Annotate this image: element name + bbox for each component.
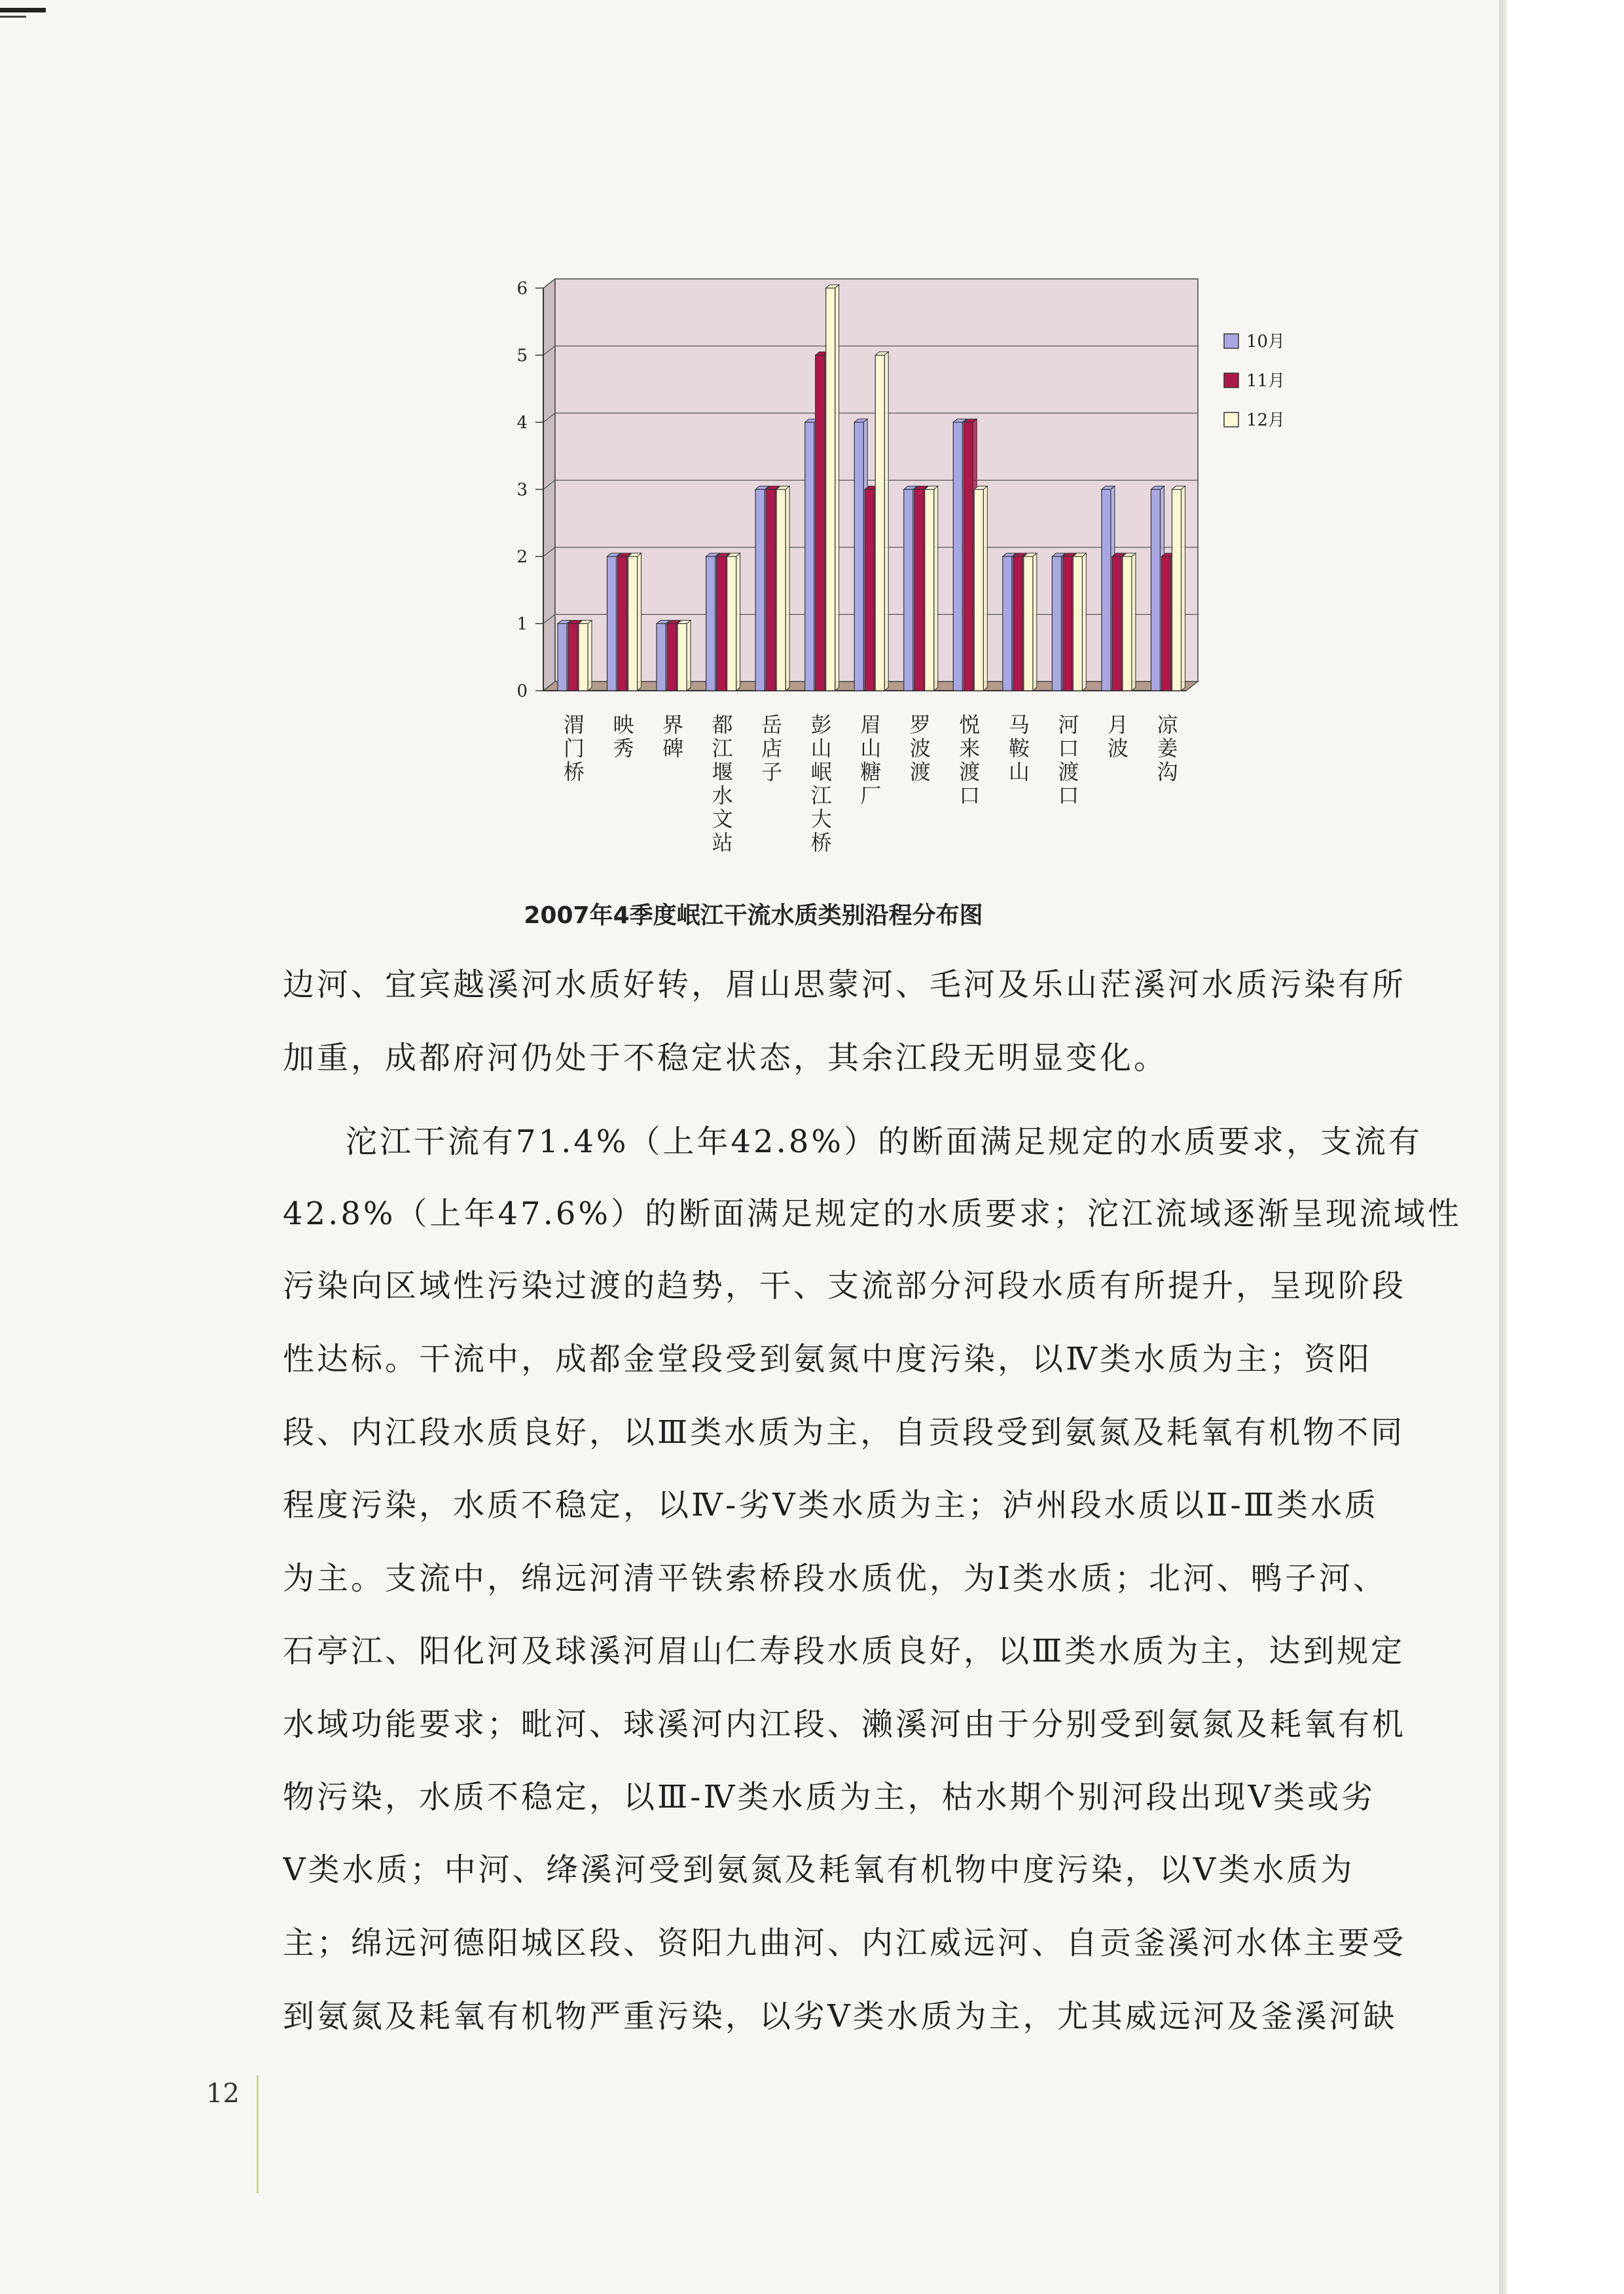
x-category-label: 河口渡口: [1055, 714, 1080, 808]
x-category-label: 罗波渡: [906, 714, 931, 784]
y-tick-label: 1: [516, 614, 528, 634]
body-line: 段、内江段水质良好，以Ⅲ类水质为主，自贡段受到氨氮及耗氧有机物不同: [283, 1414, 1405, 1451]
y-tick-label: 0: [516, 682, 528, 701]
x-category-label: 岳店子: [758, 714, 784, 784]
y-tick-label: 4: [516, 413, 528, 433]
body-line: 程度污染，水质不稳定，以Ⅳ-劣Ⅴ类水质为主；泸州段水质以Ⅱ-Ⅲ类水质: [283, 1487, 1379, 1523]
legend-label: 11月: [1246, 371, 1286, 391]
x-category-label: 月波: [1104, 714, 1129, 761]
body-line: 边河、宜宾越溪河水质好转，眉山思蒙河、毛河及乐山茫溪河水质污染有所: [283, 966, 1407, 1003]
legend-label: 12月: [1246, 410, 1286, 430]
y-tick-label: 6: [516, 279, 528, 299]
x-category-label: 马鞍山: [1005, 714, 1030, 784]
x-category-label: 彭山岷江大桥: [807, 714, 833, 855]
page-number: 12: [206, 2079, 240, 2109]
body-line: Ⅴ类水质；中河、绛溪河受到氨氮及耗氧有机物中度污染，以Ⅴ类水质为: [283, 1851, 1355, 1888]
margin-rule: [257, 2075, 259, 2193]
x-category-label: 都江堰水文站: [708, 714, 734, 855]
body-line: 42.8%（上年47.6%）的断面满足规定的水质要求；沱江流域逐渐呈现流域性: [283, 1195, 1462, 1232]
body-line: 石亭江、阳化河及球溪河眉山仁寿段水质良好，以Ⅲ类水质为主，达到规定: [283, 1633, 1405, 1669]
body-line: 沱江干流有71.4%（上年42.8%）的断面满足规定的水质要求，支流有: [346, 1123, 1422, 1160]
y-tick-label: 5: [516, 346, 528, 366]
y-tick-label: 3: [516, 480, 528, 500]
legend-label: 10月: [1246, 332, 1286, 352]
body-line: 性达标。干流中，成都金堂段受到氨氮中度污染，以Ⅳ类水质为主；资阳: [283, 1341, 1372, 1377]
body-line: 到氨氮及耗氧有机物严重污染，以劣Ⅴ类水质为主，尤其威远河及釜溪河缺: [283, 1998, 1398, 2035]
body-line: 污染向区域性污染过渡的趋势，干、支流部分河段水质有所提升，呈现阶段: [283, 1267, 1407, 1304]
x-category-label: 渭门桥: [560, 714, 585, 784]
y-tick-label: 2: [516, 547, 528, 567]
x-category-label: 眉山糖厂: [857, 714, 882, 808]
x-category-label: 映秀: [609, 714, 635, 761]
body-line: 为主。支流中，绵远河清平铁索桥段水质优，为Ⅰ类水质；北河、鸭子河、: [283, 1560, 1387, 1597]
body-line: 物污染，水质不稳定，以Ⅲ-Ⅳ类水质为主，枯水期个别河段出现Ⅴ类或劣: [283, 1779, 1376, 1815]
body-line: 水域功能要求；毗河、球溪河内江段、濑溪河由于分别受到氨氮及耗氧有机: [283, 1706, 1407, 1743]
chart-caption: 2007年4季度岷江干流水质类别沿程分布图: [524, 902, 983, 929]
x-category-label: 悦来渡口: [956, 714, 981, 808]
body-line: 加重，成都府河仍处于不稳定状态，其余江段无明显变化。: [283, 1040, 1168, 1076]
body-text: [283, 0, 1507, 2294]
x-category-label: 界碑: [659, 714, 685, 761]
body-line: 主；绵远河德阳城区段、资阳九曲河、内江威远河、自贡釜溪河水体主要受: [283, 1925, 1407, 1961]
page-edge: [1507, 0, 1624, 2294]
x-category-label: 凉姜沟: [1153, 714, 1179, 784]
